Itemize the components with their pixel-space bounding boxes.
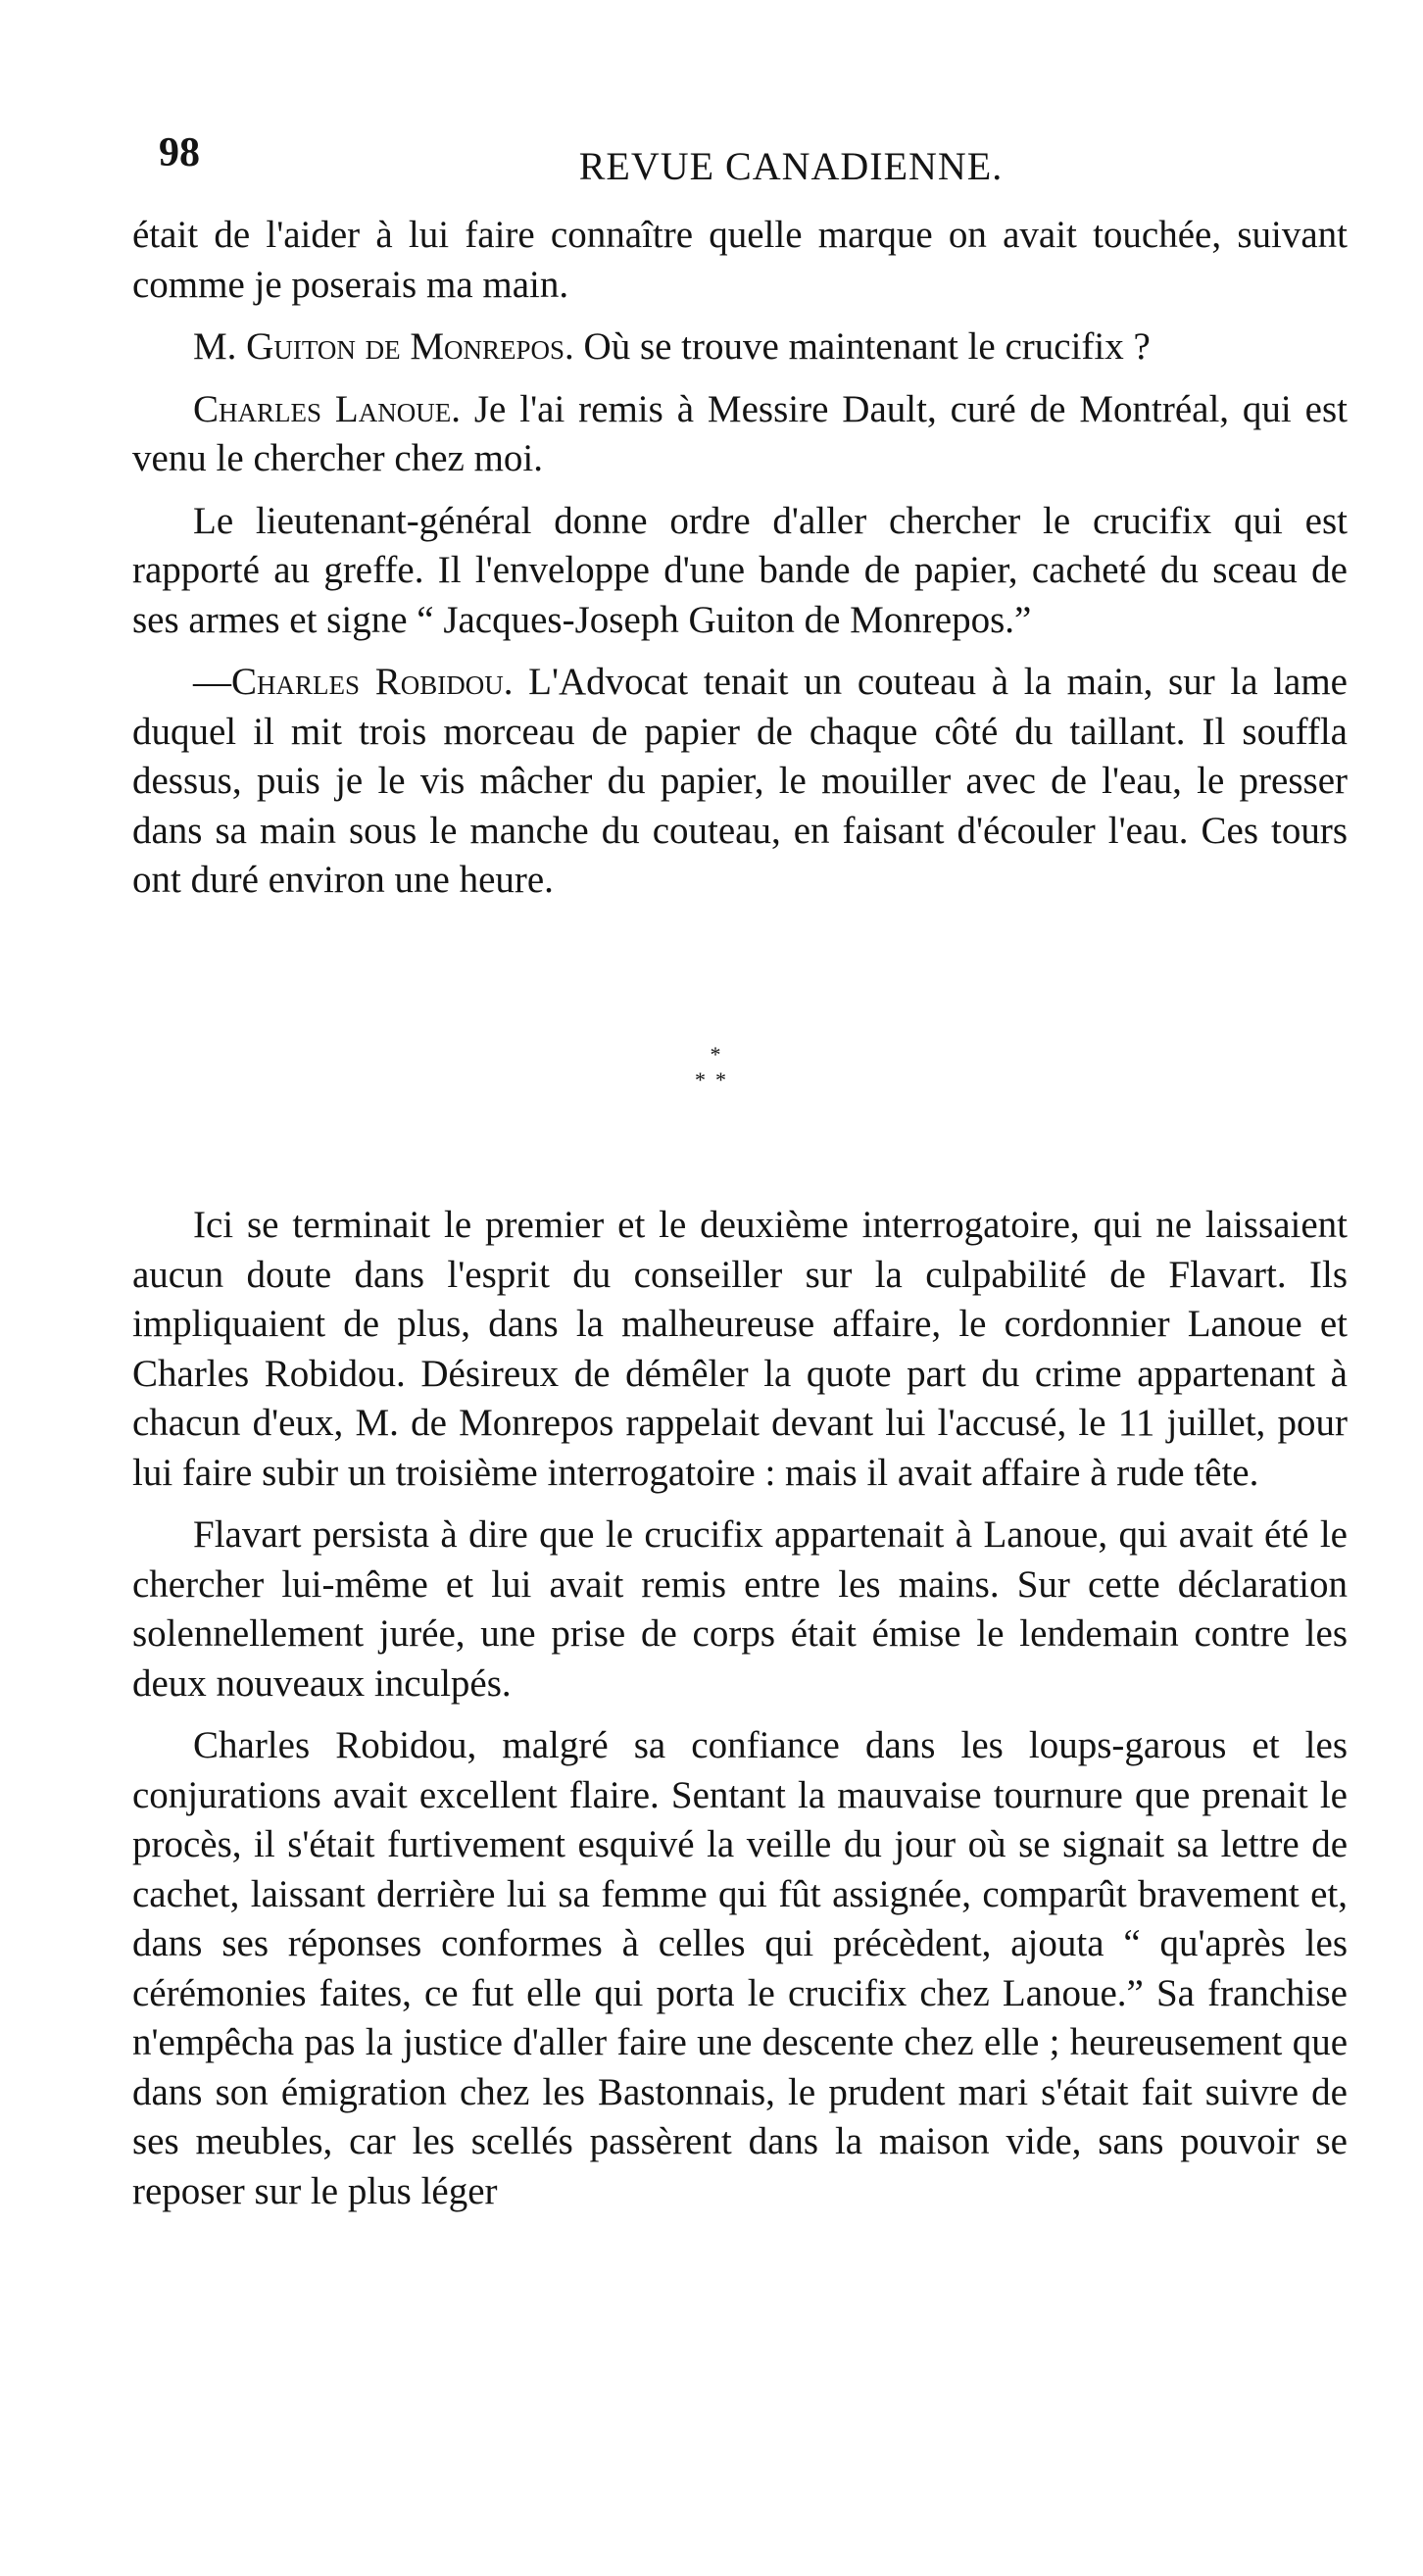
speaker-name: —Charles Robidou. [193,661,514,703]
section-break-ornament [686,1044,745,1103]
paragraph [132,385,1348,484]
asterism-top: * [710,1042,721,1066]
speech-text: Où se trouve maintenant le crucifix ? [573,325,1151,368]
paragraph: Le lieutenant-général donne ordre d'aller chercher le crucifix qui est rapporté au greffe. Il l'enveloppe d'une bande de papier, cacheté du sceau de ses armes et signe “ Jacques-Joseph Guiton de Monrepos.” [132,499,1348,641]
paragraph [132,658,1348,906]
paragraph: était de l'aider à lui faire connaître quelle marque on avait touchée, suivant comme je poserais ma main. [132,214,1348,306]
asterism-bottom: ** [695,1067,736,1092]
speaker-name: Charles Lanoue. [193,387,461,430]
speaker-name: M. Guiton de Monrepos. [193,325,574,368]
paragraph [132,322,1348,372]
section-narrative [132,1201,1348,2229]
page-number: 98 [159,130,200,175]
running-title: REVUE CANADIENNE. [578,144,1004,188]
paragraph: Charles Robidou, malgré sa confiance dans les loups-garous et les conjurations avait excellent flaire. Sentant la mauvaise tournure que prenait le procès, il s'était furtivement esquivé la veille du jour où se signait sa lettre de cachet, laissant derrière lui sa femme qui fût assignée, comparût bravement et, dans ses réponses conformes à celles qui précèdent, ajouta “ qu'après les cérémonies faites, ce fut elle qui porta le crucifix chez Lanoue.” Sa franchise n'empêcha pas la justice d'aller faire une descente chez elle ; heureusement que dans son émigration chez les Bastonnais, le prudent mari s'était fait suivre de ses meubles, car les scellés passèrent dans la maison vide, sans pouvoir se reposer sur le plus léger [132,1724,1348,2212]
speech-text: L'Advocat tenait un couteau à la main, sur la lame duquel il mit trois morceau de papier de chaque côté du taillant. Il souffla dessus, puis je le vis mâcher du papier, le mouiller avec de l'eau, le presser dans sa main sous le manche du couteau, en faisant d'écouler l'eau. Ces tours ont duré environ une heure. [132,661,1348,901]
paragraph: Ici se terminait le premier et le deuxième interrogatoire, qui ne laissaient aucun doute dans l'esprit du conseiller sur la culpabilité de Flavart. Ils impliquaient de plus, dans la malheureuse affaire, le cordonnier Lanoue et Charles Robidou. Désireux de démêler la quote part du crime appartenant à chacun d'eux, M. de Monrepos rappelait devant lui l'accusé, le 11 juillet, pour lui faire subir un troisième interrogatoire : mais il avait affaire à rude tête. [132,1204,1348,1494]
section-interrogation-transcript [132,211,1348,918]
paragraph: Flavart persista à dire que le crucifix appartenait à Lanoue, qui avait été le chercher lui-même et lui avait remis entre les mains. Sur cette déclaration solennellement jurée, une prise de corps était émise le lendemain contre les deux nouveaux inculpés. [132,1513,1348,1705]
page-header [159,132,1345,201]
speech-text: Je l'ai remis à Messire Dault, curé de Montréal, qui est venu le chercher chez moi. [132,387,1348,479]
